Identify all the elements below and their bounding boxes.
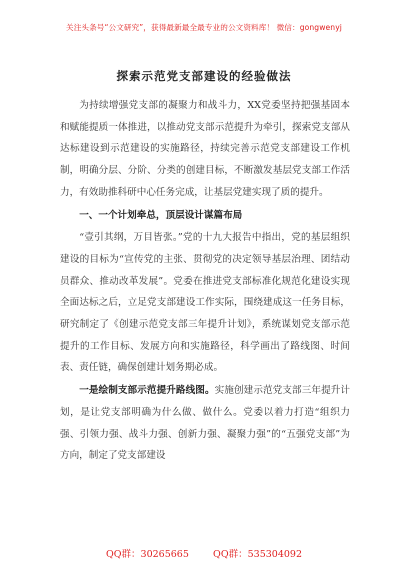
document-body <box>60 95 350 467</box>
point-1-lead: 一是绘制支部示范提升路线图。 <box>79 385 215 397</box>
document-title: 探索示范党支部建设的经验做法 <box>116 69 292 83</box>
section-heading-1: 一、一个计划牵总，顶层设计谋篇布局 <box>79 209 243 221</box>
footer-contact: QQ群：30265665 QQ群：535304092 <box>105 549 303 560</box>
point-1-text: 实施创建示范党支部三年提升计划，是让党支部明确为什么做、做什么。党委以着力打造“组织力强、引领力强、战斗力强、创新力强、凝聚力强”的“五强党支部”为方向，制定了党支部建设 <box>60 385 351 462</box>
intro-paragraph: 为持续增强党支部的凝聚力和战斗力，XX党委坚持把强基固本和赋能提质一体推进，以推动党支部示范提升为牵引，探索党支部从达标建设到示范建设的实施路径，持续完善示范党支部建设工作机制，明确分层、分阶、分类的创建目标，不断激发基层党支部工作活力，有效助推科研中心任务完成，让基层党建实现了质的提升。 <box>60 100 350 198</box>
header-banner: 关注头条号“公文研究”，获得最新最全最专业的公文资料库！ 微信：gongwenyj <box>66 23 342 32</box>
point-1-paragraph <box>60 380 350 467</box>
section-1-paragraph: “壹引其纲，万目皆张。”党的十九大报告中指出，党的基层组织建设的目标为“宣传党的主张、贯彻党的决定领导基层治理、团结动员群众、推动改革发展”。党委在推进党支部标准化规范化建设实现全面达标之后，立足党支部建设工作实际，围绕建成这一任务目标，研究制定了《创建示范党支部三年提升计划》，系统谋划党支部示范提升的工作目标、发展方向和实施路径，科学画出了路线图、时间表、责任链，确保创建计划务期必成。 <box>60 232 350 374</box>
